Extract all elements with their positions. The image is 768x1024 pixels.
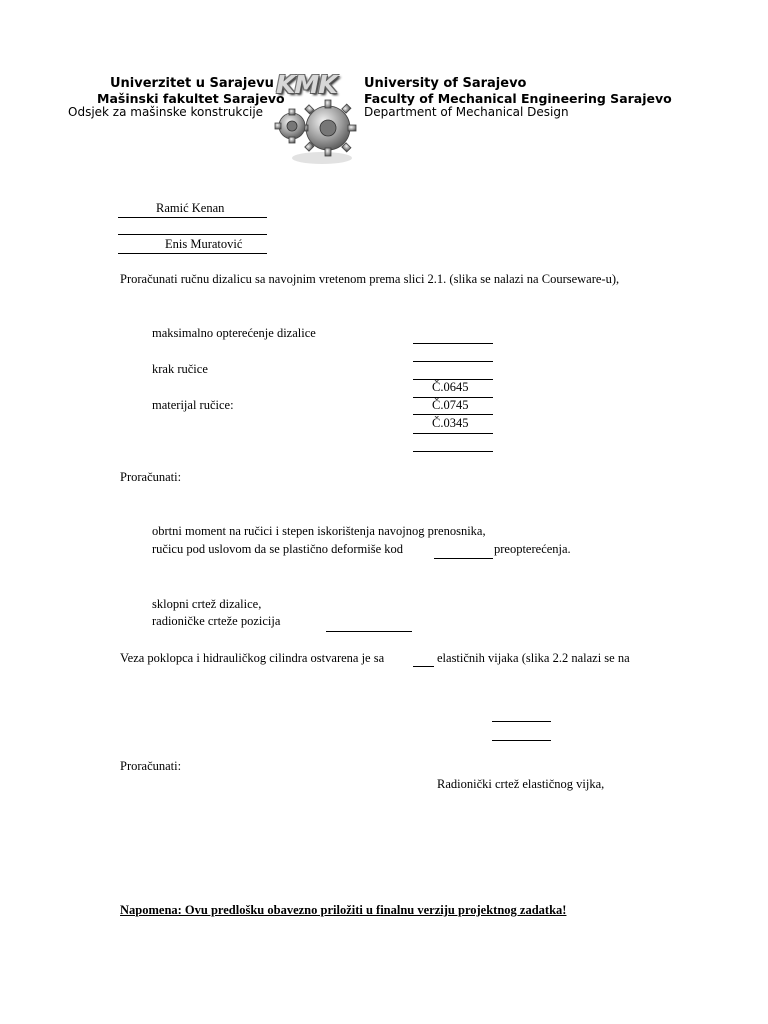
- drawing-assembly: sklopni crtež dizalice,: [152, 597, 262, 611]
- param-max-load: maksimalno opterećenje dizalice: [152, 326, 316, 340]
- max-load-blank: [413, 343, 493, 344]
- bolts-count-blank: [413, 666, 434, 667]
- material-line-3: [413, 433, 493, 434]
- task2-drawing: Radionički crtež elastičnog vijka,: [437, 777, 605, 791]
- task2-calc-label: Proračunati:: [120, 759, 182, 773]
- calc-item-handle: ručicu pod uslovom da se plastično deformiše kod: [152, 542, 403, 556]
- student-name-line: [118, 217, 267, 218]
- overload-blank: [434, 558, 493, 559]
- param-handle-arm: krak ručice: [152, 362, 208, 376]
- drawing-parts: radioničke crteže pozicija: [152, 614, 281, 628]
- param-handle-material: materijal ručice:: [152, 398, 234, 412]
- header-faculty-en: Faculty of Mechanical Engineering Sarajevo: [364, 91, 672, 106]
- material-option-2: Č.0745: [432, 398, 469, 412]
- assistant-name: Enis Muratović: [165, 237, 243, 251]
- calc-item-overload: preopterećenja.: [494, 542, 571, 556]
- student-name: Ramić Kenan: [156, 201, 225, 215]
- task2-intro-after: elastičnih vijaka (slika 2.2 nalazi se na: [437, 651, 630, 665]
- task1-intro: Proračunati ručnu dizalicu sa navojnim vretenom prema slici 2.1. (slika se nalazi na Courseware-u),: [120, 272, 620, 286]
- blank-line: [118, 234, 267, 235]
- calc-item-torque: obrtni moment na ručici i stepen iskorištenja navojnog prenosnika,: [152, 524, 486, 538]
- header-department-en: Department of Mechanical Design: [364, 105, 569, 119]
- task2-blank-2: [492, 740, 551, 741]
- header-university-bs: Univerzitet u Sarajevu: [110, 76, 274, 91]
- material-option-3: Č.0345: [432, 416, 469, 430]
- parts-blank: [326, 631, 412, 632]
- assistant-name-line: [118, 253, 267, 254]
- note: Napomena: Ovu predlošku obavezno priložiti u finalnu verziju projektnog zadatka!: [120, 903, 567, 917]
- task2-intro-before: Veza poklopca i hidrauličkog cilindra ostvarena je sa: [120, 651, 385, 665]
- task2-blank-1: [492, 721, 551, 722]
- header-department-bs: Odsjek za mašinske konstrukcije: [68, 105, 264, 119]
- material-line-2: [413, 414, 493, 415]
- header-faculty-bs: Mašinski fakultet Sarajevo: [97, 91, 285, 106]
- kmk-logo-text: KMK: [276, 70, 337, 99]
- blank-line: [413, 361, 493, 362]
- material-option-1: Č.0645: [432, 380, 469, 394]
- task1-calc-label: Proračunati:: [120, 470, 182, 484]
- header-university-en: University of Sarajevo: [364, 76, 527, 91]
- blank-line: [413, 451, 493, 452]
- gears-logo-icon: [270, 92, 360, 171]
